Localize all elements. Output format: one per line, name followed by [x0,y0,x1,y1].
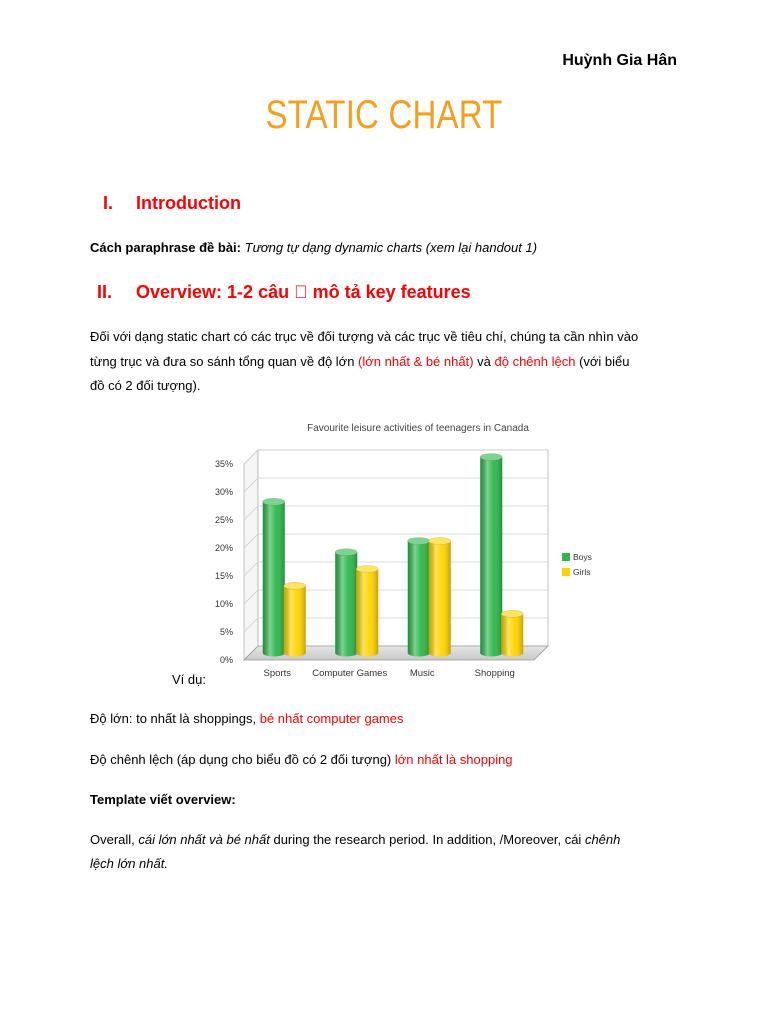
note-text: Độ chênh lệch (áp dụng cho biểu đồ có 2 đối tượng) [90,752,395,767]
section-title: Overview: 1-2 câu mô tả key features [136,282,453,302]
template-placeholder: chênh [584,832,621,847]
bar-body-shade [284,586,306,653]
legend-swatch-boys [562,553,570,561]
bar-top-highlight [356,566,378,573]
highlight-text: bé nhất computer games [259,711,404,726]
category-label: Sports [263,668,291,679]
paraphrase-instruction [90,238,537,258]
overview-paragraph-line [90,327,638,347]
template-heading-text: Template viết overview: [90,792,236,807]
overview-paragraph-line [90,376,200,396]
bar-boys-shopping [480,454,502,657]
leisure-activities-chart [207,414,593,686]
highlight-text: (lớn nhất & bé nhất) [358,354,474,369]
paragraph-text: (với biểu [575,354,630,369]
y-tick-label: 30% [214,487,233,497]
paraphrase-text: Tương tự dạng dynamic charts (xem lại handout 1) [244,240,538,255]
y-tick-label: 10% [214,599,233,609]
bar-girls-music [429,538,451,657]
section-title: Introduction [136,193,241,213]
bar-top-highlight [263,498,285,505]
paraphrase-label: Cách paraphrase đề bài: [90,240,241,255]
magnitude-note [90,709,404,729]
paragraph-text: đồ có 2 đối tượng). [90,378,201,393]
category-label: Shopping [474,668,515,679]
bar-body-shade [501,614,523,653]
page-title: STATIC CHART [265,92,503,137]
bar-girls-shopping [501,610,523,656]
example-label: Ví dụ: [172,672,206,687]
section-number: II. [97,282,113,302]
bar-girls-sports [284,582,306,656]
y-tick-label: 5% [219,627,233,637]
bar-body-shade [429,541,451,653]
legend-swatch-girls [562,568,570,576]
y-tick-label: 35% [214,459,233,469]
bar-boys-computer-games [335,549,357,657]
bar-top-highlight [480,454,502,461]
template-line [90,854,168,874]
bar-boys-sports [263,498,285,656]
bar-boys-music [408,538,430,657]
section-heading-introduction [0,191,768,215]
bar-top-highlight [501,610,523,617]
note-text: Độ lớn: to nhất là shoppings, [90,711,260,726]
chart-title: Favourite leisure activities of teenagers in Canada [307,423,529,434]
highlight-text: độ chênh lệch [494,354,576,369]
chart-side-wall [244,450,258,660]
legend-label-girls: Girls [573,567,591,577]
y-tick-label: 0% [219,655,233,665]
y-tick-label: 25% [214,515,233,525]
bar-body-shade [263,502,285,653]
template-text: during the research period. In addition, /Moreover, cái [269,832,585,847]
bar-body-shade [356,569,378,653]
legend-label-boys: Boys [573,552,592,562]
bar-top-highlight [284,582,306,589]
bar-body-shade [408,541,430,653]
section-heading-overview [0,280,768,304]
overview-paragraph-line [90,352,630,372]
category-label: Computer Games [312,668,388,679]
bar-body-shade [480,457,502,653]
bar-body-shade [335,552,357,653]
y-tick-label: 15% [214,571,233,581]
template-heading [90,790,236,810]
bar-girls-computer-games [356,566,378,657]
template-placeholder: cái lớn nhất và bé nhất [138,832,270,847]
paragraph-text: từng trục và đưa so sánh tổng quan về độ lớn [90,354,359,369]
category-label: Music [409,668,435,679]
bar-top-highlight [408,538,430,545]
section-number: I. [103,193,114,213]
y-tick-label: 20% [214,543,233,553]
template-placeholder: lệch lớn nhất. [90,856,168,871]
paragraph-text: và [473,354,495,369]
template-text: Overall, [90,832,139,847]
template-line [90,830,620,850]
author-name: Huỳnh Gia Hân [562,52,677,69]
difference-note [90,750,513,770]
paragraph-text: Đối với dạng static chart có các trục về đối tượng và các trục về tiêu chí, chúng ta cần nhìn vào [90,329,639,344]
bar-top-highlight [335,549,357,556]
bar-top-highlight [429,538,451,545]
highlight-text: lớn nhất là shopping [394,752,513,767]
